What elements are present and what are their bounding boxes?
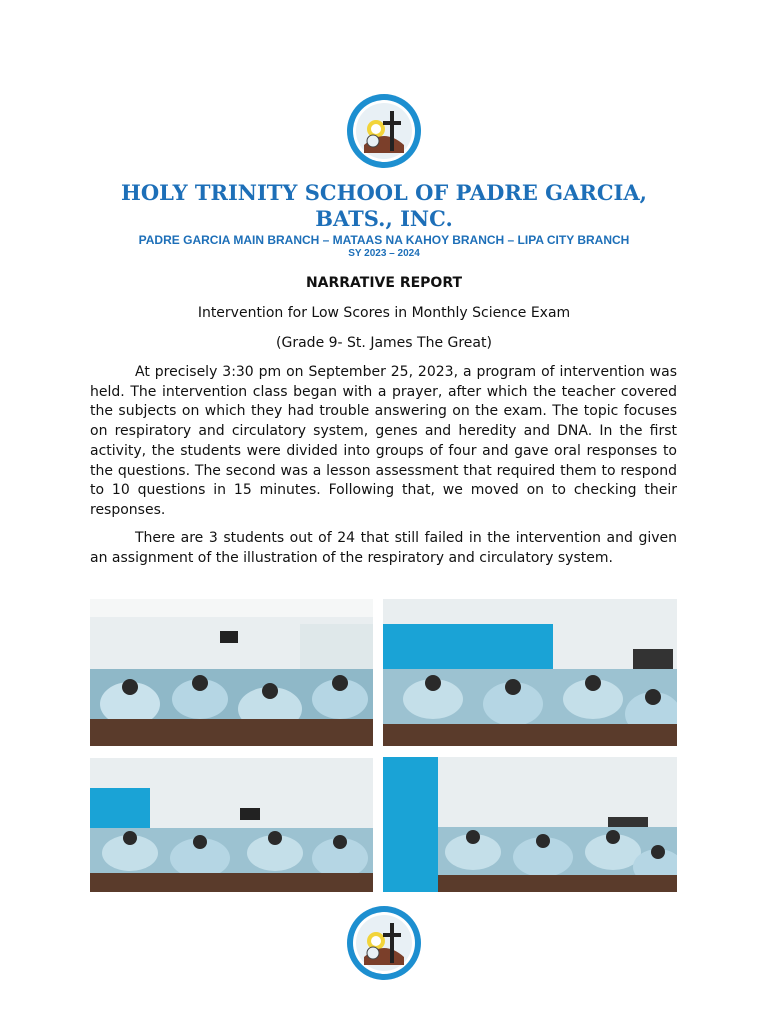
- report-title: NARRATIVE REPORT: [305, 275, 463, 291]
- classroom-photo: [383, 757, 677, 892]
- classroom-photo: [383, 599, 677, 746]
- report-subtitle: Intervention for Low Scores in Monthly Science Exam: [197, 305, 571, 321]
- school-seal-icon: [346, 93, 422, 169]
- school-name: HOLY TRINITY SCHOOL OF PADRE GARCIA, BATS., INC.: [121, 180, 647, 231]
- classroom-photo: [90, 758, 373, 892]
- report-section: (Grade 9- St. James The Great): [276, 335, 492, 351]
- school-year: SY 2023 – 2024: [348, 248, 420, 259]
- narrative-paragraph: There are 3 students out of 24 that still failed in the intervention and given an assignment of the illustration of the respiratory and circulatory system.: [90, 530, 677, 566]
- narrative-paragraph: At precisely 3:30 pm on September 25, 2023, a program of intervention was held. The intervention class began with a prayer, after which the teacher covered the subjects on which they had trouble answering on the exam. The topic focuses on respiratory and circulatory system, genes and heredity and DNA. In the first activity, the students were divided into groups of four and gave oral responses to the questions. The second was a lesson assessment that required them to respond to 10 questions in 15 minutes. Following that, we moved on to checking their responses.: [90, 364, 677, 518]
- school-seal-icon: [346, 905, 422, 981]
- classroom-photo: [90, 599, 373, 746]
- school-branches: PADRE GARCIA MAIN BRANCH – MATAAS NA KAHOY BRANCH – LIPA CITY BRANCH: [138, 233, 630, 247]
